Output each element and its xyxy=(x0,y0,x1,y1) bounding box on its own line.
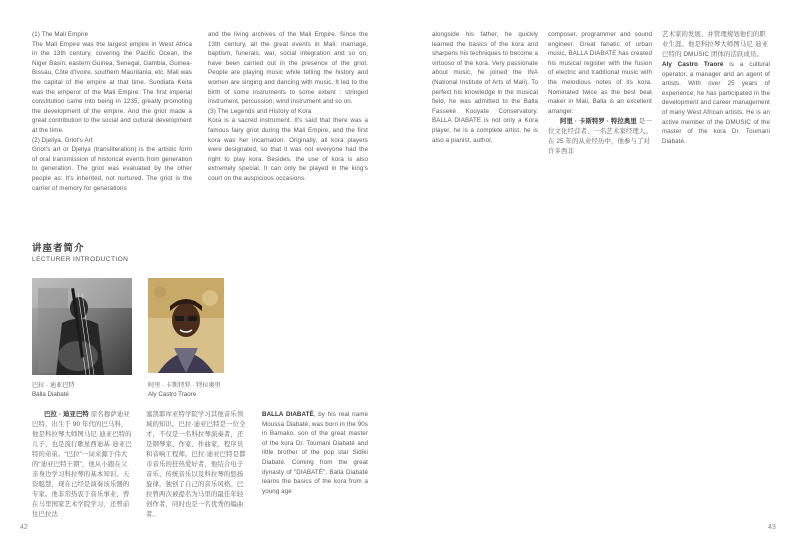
bio-zh-text-1: 原名穆萨迪亚巴特，出生于 90 年代的巴马科，他是科拉琴大师图马尼·迪亚巴特的儿子，也是流行歌星西迪基·迪亚巴特的弟弟。“巴拉”一词来源于伟大的“迪亚巴特王朝”，他从小跟在父亲身边学习科拉琴的基本知识。天资聪慧，现在已经是演奏该乐器的专家。他非常热衷于音乐事业，曾在马里国家艺术学院学习，还曾前往巴拉法 xyxy=(32,411,132,518)
paragraph-mali-empire: The Mali Empire was the largest empire in West Africa in the 13th century, covering the Pacific Ocean, the Niger Basin, eastern Guinea, Senegal, Gambia, Guinea-Bissau, Côte d'Ivoire, southern Mauritania, etc. Mali was the capital of the empire at that time. Sundiata Keita was the emperor of the Mali Empire. The first imperial constitution came into being in 1235, greatly promoting the development of the empire. And the griot made a great contribution to the social and cultural development at the time. xyxy=(32,40,192,134)
right-col3-zh: 艺术家的发展、并管理规划他们的职业生涯。他是科拉琴大师图马尼·迪亚巴特的 DMUSIC 团体的活跃成员。 xyxy=(662,31,769,58)
bio-en-name: BALLA DIABATÉ xyxy=(262,411,314,418)
bio-zh-text-2: 塞凯耶库亚特学院学习其他音乐领域的知识。巴拉·迪亚巴特是一位全才，不仅是一名科拉琴演奏者，还是钢琴家、作家、作曲家、程序员和音响工程师。巴拉·迪亚巴特是都市音乐的狂热爱好者，他结合电子音乐、传统音乐以及科拉琴的悠扬旋律，独创了自己的音乐风格。巴拉曾两次被提名为马里的最佳年轻创作者，同时也是一名优秀的编曲者。 xyxy=(146,411,246,518)
heading-djeliya: (2) Djeliya, Griot's Art xyxy=(32,136,93,144)
bio-en-text: , by his real name Moussa Diabaté, was born in the 90s in Bamako, son of the great master of the kora Dr. Toumani Diabaté and little brother of the pop star Sidiki Diabaté. Coming from the great dynasty of "DIABATÉ", Balla Diabaté learns the basics of the kora from a young age xyxy=(262,411,369,495)
right-column-2 xyxy=(548,30,652,157)
photo-aly-castro-traore xyxy=(148,278,224,373)
right-col3-en-text: is a cultural operator, a manager and an agent of artists. With over 25 years of experience, he has participated in the development and career management of many West African artists. He is an active member of the DMUSIC of the master of the kora Dr. Toumani Diabaté. xyxy=(662,61,770,145)
heading-kora-legends: (3) The Legends and History of Kora xyxy=(208,107,312,115)
photo1-caption-zh: 巴拉 · 迪亚巴特 xyxy=(32,382,75,389)
paragraph-kora-legends: Kora is a sacred instrument. It's said that there was a famous fairy griot during the Mali Empire, and the first kora was her incarnation. Originally, all kora players were designated, so that it was not everyone had the right to play kora. Besides, the use of kora is also extremely special. It can only be played in the king's court on the auspicious occasions. xyxy=(208,117,368,182)
bio-en-column xyxy=(262,410,368,496)
right-col2-zh-text: 是一位文化经营者、一名艺术家经理人。在 25 年的从业经历中，他参与了对许多西非 xyxy=(548,118,652,156)
photo1-caption-en: Balla Diabaté xyxy=(32,391,69,398)
section-title-zh: 讲座者简介 xyxy=(32,243,85,254)
bio-zh-name: 巴拉 · 迪亚巴特 xyxy=(44,411,89,418)
section-title-en: LECTURER INTRODUCTION xyxy=(32,256,129,263)
page-number-right: 43 xyxy=(768,524,776,531)
intro-column-1 xyxy=(32,30,192,193)
bio-zh-column-2 xyxy=(146,410,246,520)
paragraph-living-archives: and the living archives of the Mali Empire. Since the 13th century, all the great events in Mali: marriage, baptism, funerals, war, social integration and so on, have been carried out in the presence of the griot. People are playing music while telling the history and women are singing and dancing with music. It led to the birth of some instruments to some extent : stringed instrument, percussion, wind instrument and so on. xyxy=(208,31,368,106)
right-col3-en-name: Aly Castro Traoré xyxy=(662,61,724,68)
kora-player-image xyxy=(32,278,132,375)
photo2-caption-zh: 阿里 · 卡斯特罗 · 特拉奥里 xyxy=(148,382,221,389)
right-col2-en: composer, programmer and sound engineer. Great fanatic of urban music, BALLA DIABATE has created his musical register with the fusion of electric and traditional music with the melodious notes of its kora. Nominated twice as the best beat maker in Mali, Balla is an excellent arranger. xyxy=(548,31,652,115)
intro-column-2 xyxy=(208,30,368,184)
heading-mali-empire: (1) The Mali Empire xyxy=(32,31,89,38)
right-column-1 xyxy=(432,30,538,145)
photo2-caption xyxy=(148,381,221,399)
right-col1-text: alongside his father, he quickly learned the basics of the kora and sharpens his techniques to become a virtuoso of the kora. Very passionate about music, he joined the INA (National Institute of Arts of Mali). To perfect his knowledge in the musical field, he was admitted to the Balla Fasseké Kouyate Conservatory. BALLA DIABATE is not only a Kora player, he is a complete artist, he is also a pianist, author, xyxy=(432,31,539,144)
right-column-3 xyxy=(662,30,770,146)
lecturer-section-header xyxy=(32,243,128,265)
page-number-left: 42 xyxy=(20,524,28,531)
photo1-caption xyxy=(32,381,75,399)
photo-balla-diabate xyxy=(32,278,132,375)
photo2-caption-en: Aly Castro Traore xyxy=(148,391,197,398)
paragraph-djeliya: Griot's art or Djeliya (transliteration) is the artistic form of oral transmission of historical events from generation to generation. The griot was evaluated by the other people as: It's inherited, not nurtured. The griot is the carrier of memory for generations xyxy=(32,146,192,192)
bio-zh-column-1 xyxy=(32,410,132,520)
portrait-image xyxy=(148,278,224,373)
right-col2-zh-name: 阿里 · 卡斯特罗 · 特拉奥里 xyxy=(560,118,637,126)
